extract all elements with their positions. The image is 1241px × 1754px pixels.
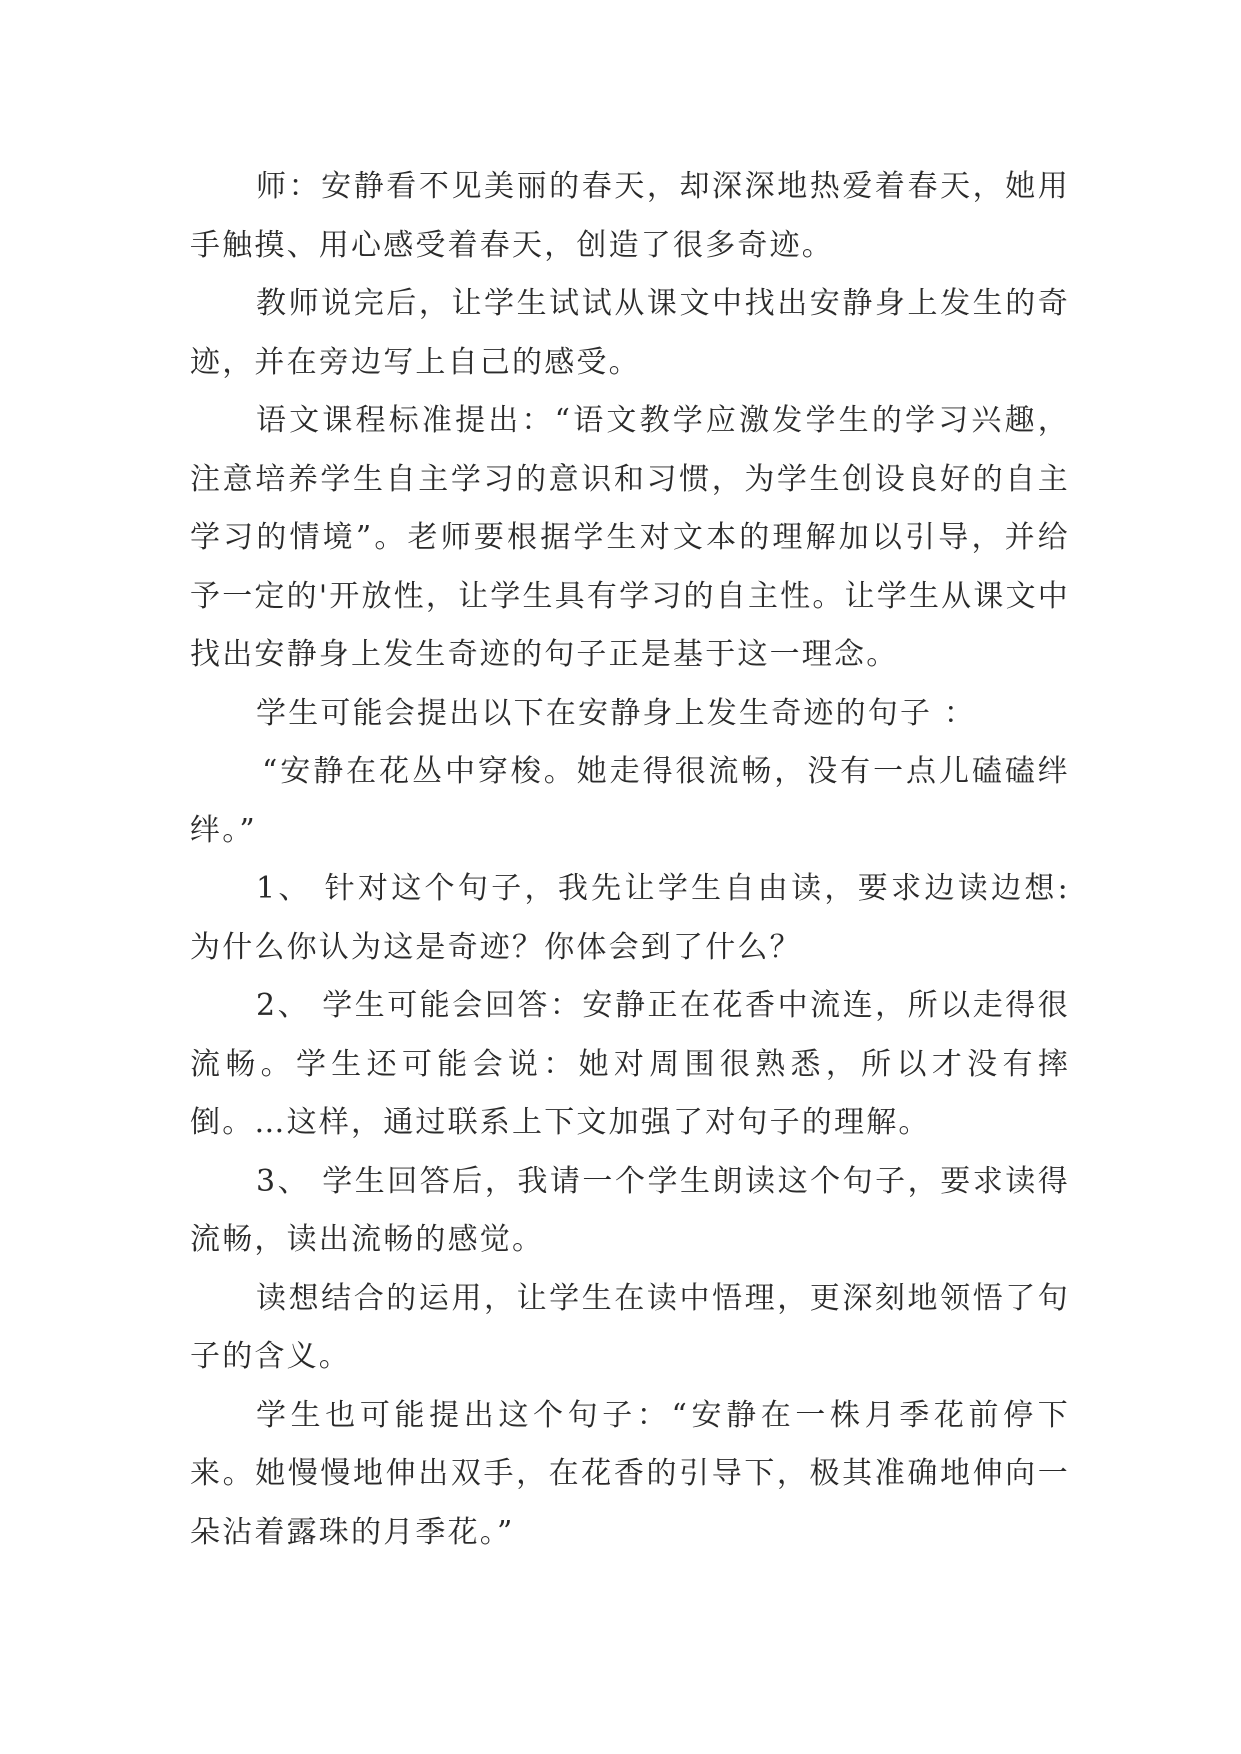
paragraph-step-1: 1、 针对这个句子，我先让学生自由读，要求边读边想:为什么你认为这是奇迹？你体会到了什么？ bbox=[190, 871, 1070, 965]
paragraph-step-2: 2、 学生可能会回答：安静正在花香中流连，所以走得很流畅。学生还可能会说：她对周围很熟悉，所以才没有摔倒。…这样，通过联系上下文加强了对句子的理解。 bbox=[190, 988, 1070, 1140]
paragraph-quote-flower-bush: “安静在花丛中穿梭。她走得很流畅，没有一点儿磕磕绊绊。” bbox=[190, 754, 1070, 848]
paragraph-task: 教师说完后，让学生试试从课文中找出安静身上发生的奇迹，并在旁边写上自己的感受。 bbox=[190, 286, 1070, 380]
paragraph-student-sentences-intro: 学生可能会提出以下在安静身上发生奇迹的句子 ： bbox=[256, 695, 977, 731]
paragraph-reading-reflection: 读想结合的运用，让学生在读中悟理，更深刻地领悟了句子的含义。 bbox=[190, 1280, 1070, 1374]
document-body bbox=[190, 158, 1070, 1562]
paragraph-quote-rose: 学生也可能提出这个句子：“安静在一株月季花前停下来。她慢慢地伸出双手，在花香的引导下，极其准确地伸向一朵沾着露珠的月季花。” bbox=[190, 1397, 1070, 1550]
paragraph-teacher-intro: 师：安静看不见美丽的春天，却深深地热爱着春天，她用手触摸、用心感受着春天，创造了很多奇迹。 bbox=[190, 169, 1070, 263]
paragraph-curriculum-standard: 语文课程标准提出：“语文教学应激发学生的学习兴趣，注意培养学生自主学习的意识和习惯，为学生创设良好的自主学习的情境”。老师要根据学生对文本的理解加以引导，并给予一定的'开放性，让学生具有学习的自主性。让学生从课文中找出安静身上发生奇迹的句子正是基于这一理念。 bbox=[190, 403, 1070, 672]
paragraph-step-3: 3、 学生回答后，我请一个学生朗读这个句子，要求读得流畅，读出流畅的感觉。 bbox=[190, 1163, 1070, 1257]
